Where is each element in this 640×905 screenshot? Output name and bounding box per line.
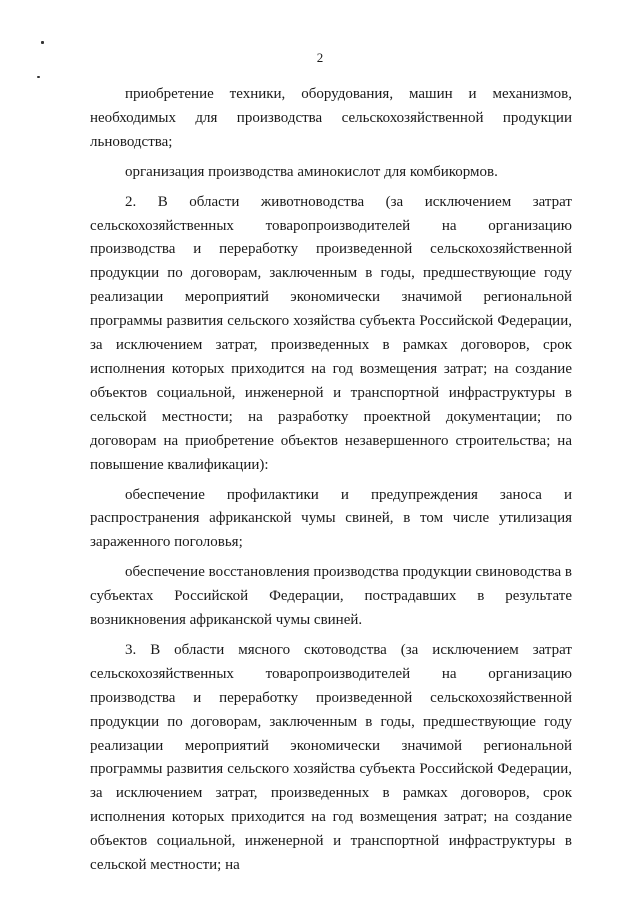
paragraph-pig-production-restoration: обеспечение восстановления производства продукции свиноводства в субъектах Российской Федерации, пострадавших в результате возникновения африканской чумы свиней. (90, 564, 572, 629)
scan-mark-left (37, 76, 40, 78)
document-body (90, 83, 572, 884)
paragraph-livestock-section: 2. В области животноводства (за исключением затрат сельскохозяйственных товаропроизводителей на организацию производства и переработку произведенной сельскохозяйственной продукции по договорам, заключенным в годы, предшествующие году реализации мероприятий экономически значимой региональной программы развития сельского хозяйства субъекта Российской Федерации, за исключением затрат, произведенных в рамках договоров, срок исполнения которых приходится на год возмещения затрат; на создание объектов социальной, инженерной и транспортной инфраструктуры в сельской местности; на разработку проектной документации; по договорам на приобретение объектов незавершенного строительства; на повышение квалификации): (90, 193, 572, 473)
paragraph-amino-acids: организация производства аминокислот для комбикормов. (125, 163, 498, 180)
paragraph-swine-fever-prevention: обеспечение профилактики и предупреждения заноса и распространения африканской чумы свиней, в том числе утилизация зараженного поголовья; (90, 486, 572, 551)
paragraph-equipment-purchase: приобретение техники, оборудования, машин и механизмов, необходимых для производства сельскохозяйственной продукции льноводства; (90, 86, 572, 150)
paragraph-beef-cattle-section: 3. В области мясного скотоводства (за исключением затрат сельскохозяйственных товаропроизводителей на организацию производства и переработку произведенной сельскохозяйственной продукции по договорам, заключенным в годы, предшествующие году реализации мероприятий экономически значимой региональной программы развития сельского хозяйства субъекта Российской Федерации, за исключением затрат, произведенных в рамках договоров, срок исполнения которых приходится на год возмещения затрат; на создание объектов социальной, инженерной и транспортной инфраструктуры в сельской местности; на (90, 641, 572, 874)
scan-mark-top (41, 41, 44, 44)
page-number: 2 (316, 50, 324, 65)
